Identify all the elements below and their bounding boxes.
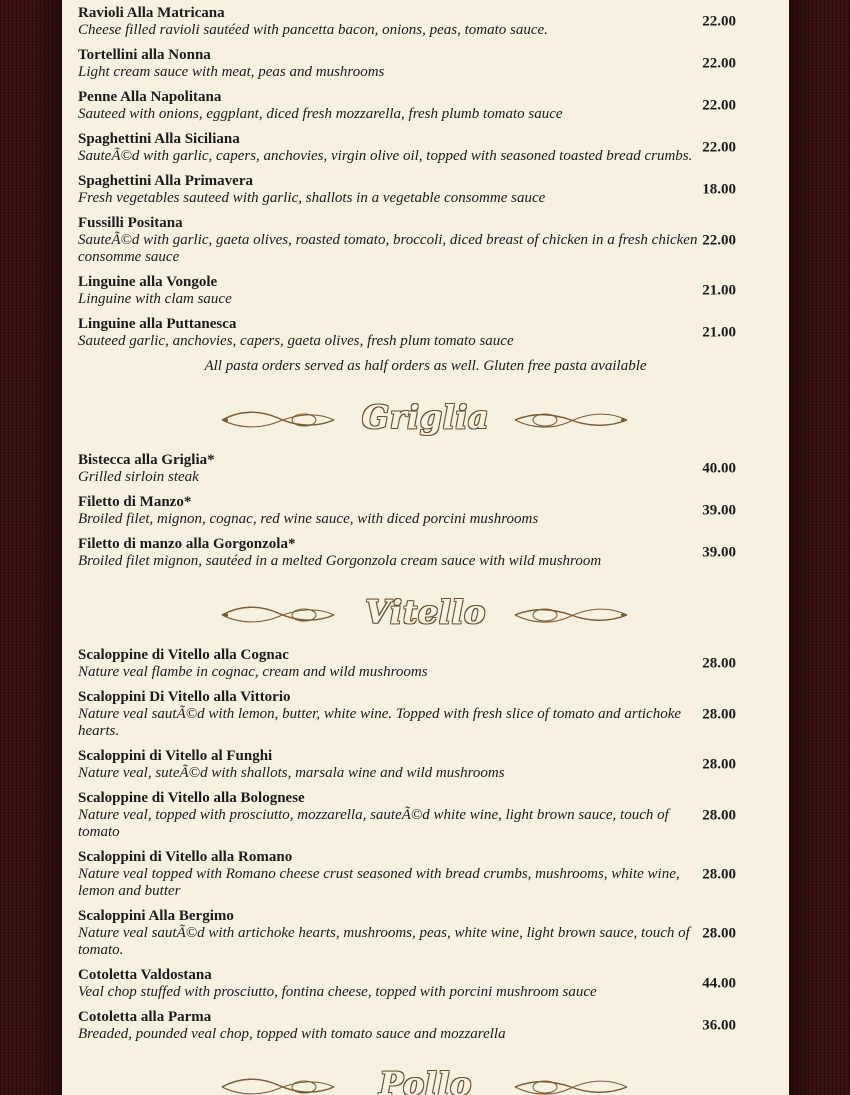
menu-item (78, 452, 773, 486)
item-description: Broiled filet, mignon, cognac, red wine sauce, with diced porcini mushrooms (78, 511, 539, 527)
section-heading: Pollo (379, 1065, 472, 1095)
item-name: Scaloppini di Vitello al Funghi (78, 748, 273, 764)
item-description: SauteÃ©d with garlic, capers, anchovies, virgin olive oil, topped with seasoned toasted bread crumbs. (78, 148, 693, 164)
item-price: 39.00 (702, 502, 736, 519)
menu-item (78, 173, 773, 207)
item-description: Veal chop stuffed with prosciutto, fontina cheese, topped with porcini mushroom sauce (78, 984, 597, 1000)
item-description: Grilled sirloin steak (78, 469, 199, 485)
item-price: 21.00 (702, 324, 736, 341)
item-description: Nature veal, suteÃ©d with shallots, marsala wine and wild mushrooms (78, 765, 505, 781)
item-description: SauteÃ©d with garlic, gaeta olives, roasted tomato, broccoli, diced breast of chicken in a fresh chicken consomme sauce (78, 232, 698, 265)
pasta-note: All pasta orders served as half orders as well. Gluten free pasta available (204, 358, 647, 374)
item-description: Linguine with clam sauce (78, 291, 232, 307)
item-price: 39.00 (702, 544, 736, 561)
item-name: Ravioli Alla Matricana (78, 5, 225, 21)
item-description: Nature veal flambe in cognac, cream and wild mushrooms (78, 664, 428, 680)
item-price: 22.00 (702, 13, 736, 30)
item-price: 28.00 (702, 925, 736, 941)
menu-item (78, 316, 773, 350)
item-name: Fussilli Positana (78, 215, 183, 231)
item-name: Tortellini alla Nonna (78, 47, 211, 63)
section-heading: Vitello (365, 593, 486, 631)
item-price: 28.00 (702, 706, 736, 722)
section-heading: Griglia (361, 398, 490, 436)
item-price: 22.00 (702, 55, 736, 72)
item-description: Nature veal sautÃ©d with lemon, butter, white wine. Topped with fresh slice of tomato and artichoke hearts. (78, 706, 682, 739)
item-price: 28.00 (702, 866, 736, 882)
menu-item (78, 47, 773, 81)
menu-item (78, 689, 773, 740)
item-description: Nature veal topped with Romano cheese crust seasoned with bread crumbs, mushrooms, white wine, lemon and butter (78, 866, 680, 899)
item-description: Fresh vegetables sauteed with garlic, shallots in a vegetable consomme sauce (78, 190, 546, 206)
item-description: Sauteed garlic, anchovies, capers, gaeta olives, fresh plum tomato sauce (78, 333, 514, 349)
section-header-vitello (62, 593, 789, 641)
item-name: Cotoletta alla Parma (78, 1009, 212, 1025)
item-description: Light cream sauce with meat, peas and mushrooms (78, 64, 385, 80)
item-description: Sauteed with onions, eggplant, diced fresh mozzarella, fresh plumb tomato sauce (78, 106, 563, 122)
flourish-ornament-icon (513, 1073, 629, 1095)
item-description: Nature veal, topped with prosciutto, mozzarella, sauteÃ©d white wine, light brown sauce, touch of tomato (78, 807, 669, 840)
menu-item (78, 748, 773, 782)
menu-item (78, 89, 773, 123)
menu-item (78, 494, 773, 528)
item-price: 28.00 (702, 807, 736, 823)
menu-item (78, 849, 773, 900)
menu-item (78, 908, 773, 959)
item-price: 44.00 (702, 975, 736, 992)
item-name: Cotoletta Valdostana (78, 967, 212, 983)
item-description: Nature veal sautÃ©d with artichoke hearts, mushrooms, peas, white wine, light brown sauce, touch of tomato. (78, 925, 690, 958)
item-name: Filetto di Manzo* (78, 494, 192, 510)
item-price: 40.00 (702, 460, 736, 477)
menu-item (78, 274, 773, 308)
menu-item (78, 536, 773, 570)
item-name: Scaloppine di Vitello alla Cognac (78, 647, 289, 663)
item-price: 36.00 (702, 1017, 736, 1034)
item-name: Spaghettini Alla Siciliana (78, 131, 240, 147)
item-price: 21.00 (702, 282, 736, 299)
item-name: Spaghettini Alla Primavera (78, 173, 253, 189)
item-description: Cheese filled ravioli sautéed with pancetta bacon, onions, peas, tomato sauce. (78, 22, 548, 38)
item-price: 28.00 (702, 655, 736, 672)
item-name: Bistecca alla Griglia* (78, 452, 215, 468)
item-description: Broiled filet mignon, sautéed in a melted Gorgonzola cream sauce with wild mushroom (78, 553, 602, 569)
item-name: Filetto di manzo alla Gorgonzola* (78, 536, 296, 552)
menu-page (62, 0, 789, 1095)
item-name: Scaloppini Alla Bergimo (78, 908, 234, 924)
item-price: 22.00 (702, 232, 736, 248)
flourish-ornament-icon (513, 406, 629, 434)
item-name: Linguine alla Puttanesca (78, 316, 237, 332)
menu-item (78, 790, 773, 841)
section-header-pollo (62, 1065, 789, 1095)
menu-item (78, 1009, 773, 1043)
item-name: Scaloppini Di Vitello alla Vittorio (78, 689, 291, 705)
item-price: 22.00 (702, 97, 736, 114)
item-name: Scaloppine di Vitello alla Bolognese (78, 790, 305, 806)
item-price: 28.00 (702, 756, 736, 773)
menu-item (78, 647, 773, 681)
menu-item (78, 215, 773, 266)
item-name: Linguine alla Vongole (78, 274, 218, 290)
menu-item (78, 131, 773, 165)
menu-item (78, 5, 773, 39)
item-name: Scaloppini di Vitello alla Romano (78, 849, 293, 865)
item-price: 18.00 (702, 181, 736, 198)
item-price: 22.00 (702, 139, 736, 156)
item-description: Breaded, pounded veal chop, topped with tomato sauce and mozzarella (78, 1026, 506, 1042)
menu-item (78, 967, 773, 1001)
section-header-griglia (62, 398, 789, 446)
flourish-ornament-icon (513, 601, 629, 629)
item-name: Penne Alla Napolitana (78, 89, 222, 105)
